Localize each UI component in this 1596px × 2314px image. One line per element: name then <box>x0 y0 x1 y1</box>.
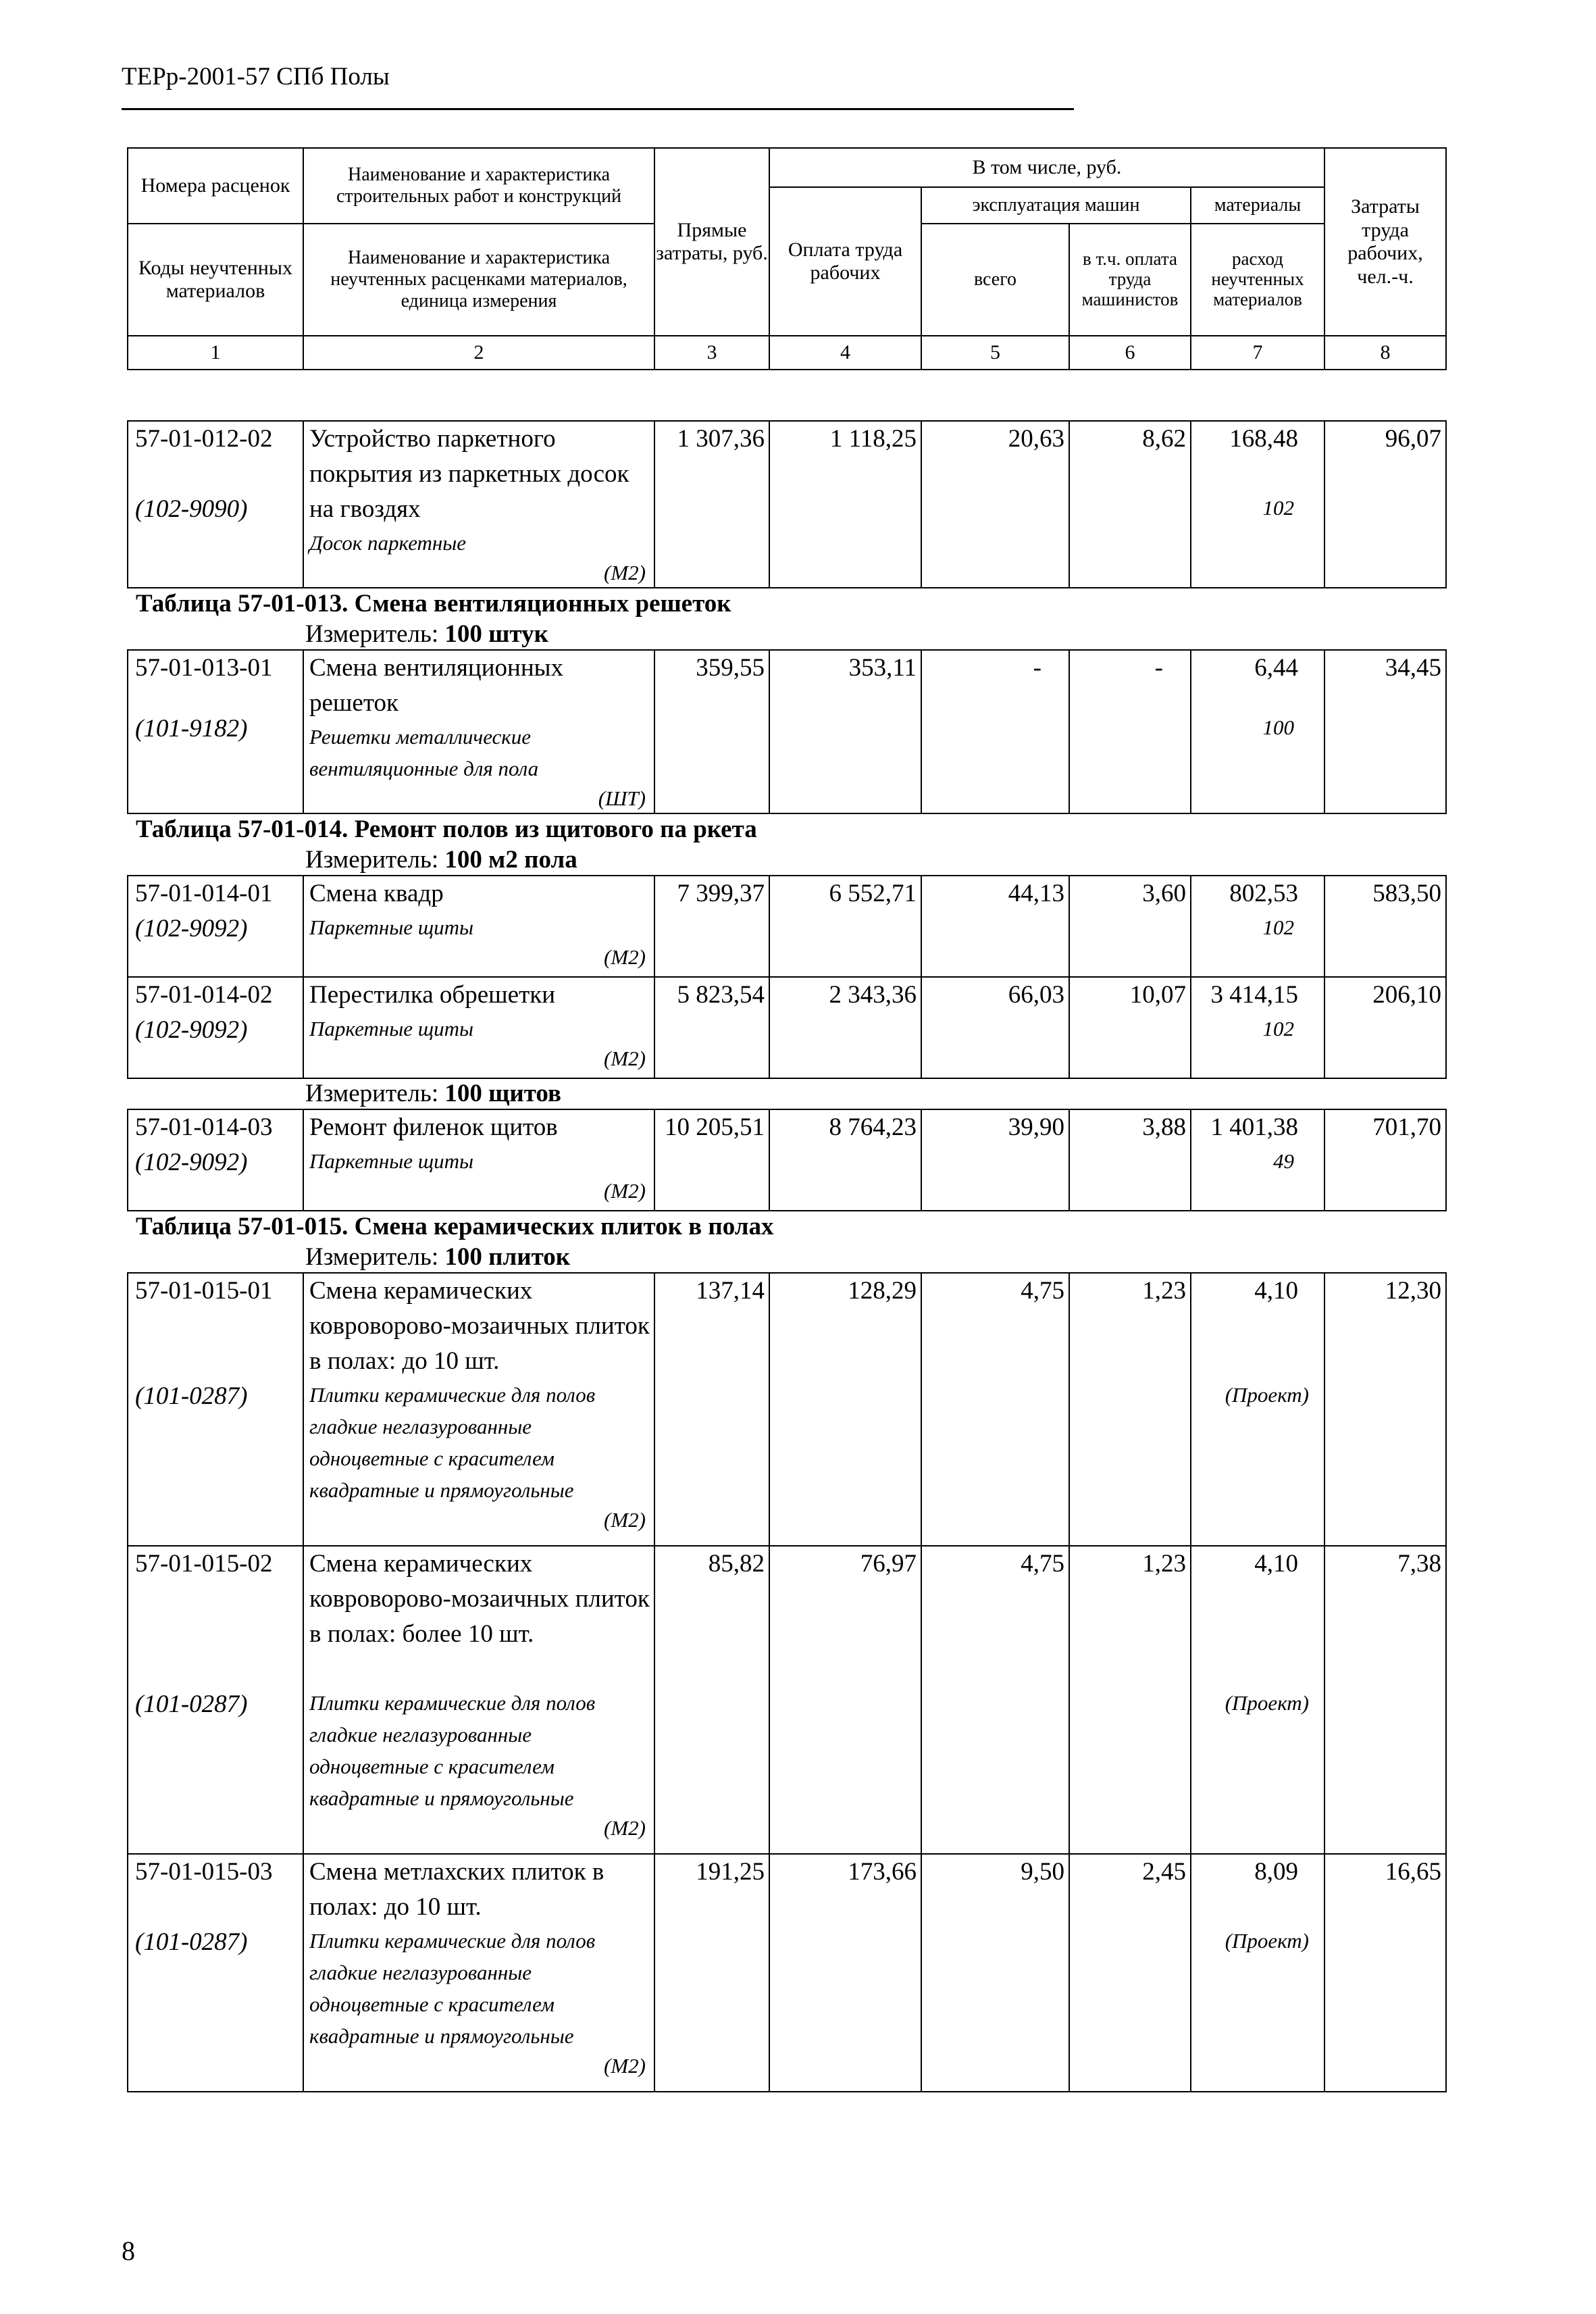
work-name: Смена метлахских плиток в полах: до 10 шт. <box>309 1858 604 1921</box>
materials-cost: 8,09 <box>1254 1858 1298 1886</box>
materials-cost: 168,48 <box>1229 425 1298 453</box>
unit: (М2) <box>604 561 646 584</box>
material-name: Решетки металлические вентиляционные для пола <box>309 725 539 780</box>
measurer-row <box>128 1242 1446 1273</box>
machinist-pay: 3,88 <box>1069 1109 1191 1211</box>
material-code: (102-9092) <box>135 1149 248 1176</box>
rate-code-cell <box>128 1273 303 1546</box>
materials-cost: 4,10 <box>1254 1550 1298 1578</box>
direct-costs: 359,55 <box>654 650 769 813</box>
column-number-3: 3 <box>654 336 769 370</box>
rate-code: 57-01-014-01 <box>135 880 273 907</box>
machines-total: 44,13 <box>921 876 1069 977</box>
labor-pay: 8 764,23 <box>769 1109 921 1211</box>
machinist-pay: 1,23 <box>1069 1273 1191 1546</box>
machines-total: - <box>921 650 1069 813</box>
column-number-1: 1 <box>128 336 303 370</box>
labor-pay: 1 118,25 <box>769 421 921 588</box>
material-quantity: 49 <box>1273 1149 1294 1173</box>
materials-cell <box>1191 1109 1324 1211</box>
material-name: Паркетные щиты <box>309 1149 474 1173</box>
materials-cell <box>1191 1854 1324 2092</box>
material-quantity: 102 <box>1262 915 1294 939</box>
rate-code-cell <box>128 1109 303 1211</box>
labor-hours: 34,45 <box>1324 650 1446 813</box>
rate-code-cell <box>128 421 303 588</box>
machines-total: 20,63 <box>921 421 1069 588</box>
measurer <box>128 1078 1446 1109</box>
machines-total: 4,75 <box>921 1546 1069 1854</box>
rate-code: 57-01-015-03 <box>135 1858 273 1886</box>
direct-costs: 191,25 <box>654 1854 769 2092</box>
column-number-8: 8 <box>1324 336 1446 370</box>
rate-code: 57-01-012-02 <box>135 425 273 453</box>
material-name: Паркетные щиты <box>309 915 474 939</box>
measurer-label: Измеритель: <box>305 846 439 874</box>
direct-costs: 10 205,51 <box>654 1109 769 1211</box>
header-direct-costs: Прямые затраты, руб. <box>654 148 769 336</box>
work-name: Смена квадр <box>309 880 444 907</box>
table-row <box>128 1109 1446 1211</box>
header-labor-hours: Затраты труда рабочих, чел.-ч. <box>1324 148 1446 336</box>
header-machinist-pay: в т.ч. оплата труда машинистов <box>1069 224 1191 336</box>
unit: (М2) <box>604 945 646 969</box>
header-labor-pay: Оплата труда рабочих <box>769 187 921 336</box>
unit: (М2) <box>604 2054 646 2078</box>
table-title-row <box>128 813 1446 845</box>
machines-total: 66,03 <box>921 977 1069 1078</box>
materials-cell <box>1191 421 1324 588</box>
materials-cell <box>1191 1273 1324 1546</box>
material-code: (101-0287) <box>135 1382 248 1410</box>
header-materials: материалы <box>1191 187 1324 224</box>
description-cell <box>303 876 654 977</box>
measurer-value: 100 щитов <box>444 1080 561 1107</box>
table-title: Таблица 57-01-015. Смена керамических плиток в полах <box>136 1213 774 1240</box>
description-cell <box>303 1273 654 1546</box>
unit: (М2) <box>604 1508 646 1532</box>
material-name: Плитки керамические для полов гладкие неглазурованные одноцветные с красителем квадратные и прямоугольные <box>309 1691 596 1810</box>
machines-total: 9,50 <box>921 1854 1069 2092</box>
material-quantity: (Проект) <box>1225 1383 1309 1407</box>
material-quantity: 100 <box>1262 715 1294 739</box>
material-code: (101-0287) <box>135 1690 248 1718</box>
labor-pay: 2 343,36 <box>769 977 921 1078</box>
rate-code: 57-01-014-02 <box>135 981 273 1009</box>
rate-code-cell <box>128 876 303 977</box>
measurer-label: Измеритель: <box>305 1080 439 1107</box>
material-name: Досок паркетные <box>309 531 467 555</box>
unit: (М2) <box>604 1179 646 1203</box>
machines-total: 4,75 <box>921 1273 1069 1546</box>
measurer-value: 100 м2 пола <box>444 846 577 874</box>
table-title-row <box>128 1211 1446 1242</box>
material-code: (102-9090) <box>135 495 248 523</box>
materials-cost: 4,10 <box>1254 1277 1298 1305</box>
direct-costs: 5 823,54 <box>654 977 769 1078</box>
column-number-2: 2 <box>303 336 654 370</box>
labor-hours: 701,70 <box>1324 1109 1446 1211</box>
labor-hours: 7,38 <box>1324 1546 1446 1854</box>
description-cell <box>303 1109 654 1211</box>
material-code: (101-9182) <box>135 715 248 743</box>
unit: (М2) <box>604 1047 646 1070</box>
labor-pay: 128,29 <box>769 1273 921 1546</box>
page-number: 8 <box>122 2236 135 2266</box>
materials-cell <box>1191 650 1324 813</box>
work-name: Перестилка обрешетки <box>309 981 556 1009</box>
machinist-pay: 3,60 <box>1069 876 1191 977</box>
machinist-pay: 10,07 <box>1069 977 1191 1078</box>
table-header <box>127 147 1447 370</box>
unit: (ШТ) <box>598 786 646 810</box>
rate-code-cell <box>128 650 303 813</box>
column-number-7: 7 <box>1191 336 1324 370</box>
header-rule <box>122 108 1074 110</box>
rate-code: 57-01-013-01 <box>135 654 273 682</box>
labor-pay: 353,11 <box>769 650 921 813</box>
rate-code: 57-01-015-01 <box>135 1277 273 1305</box>
rate-code: 57-01-015-02 <box>135 1550 273 1578</box>
materials-cost: 3 414,15 <box>1210 981 1298 1009</box>
measurer <box>128 620 1446 650</box>
table-title-row <box>128 588 1446 620</box>
rate-code: 57-01-014-03 <box>135 1113 273 1141</box>
materials-cost: 1 401,38 <box>1210 1113 1298 1141</box>
direct-costs: 7 399,37 <box>654 876 769 977</box>
machines-total: 39,90 <box>921 1109 1069 1211</box>
work-name: Устройство паркетного покрытия из паркетных досок на гвоздях <box>309 425 629 523</box>
table-row <box>128 1273 1446 1546</box>
material-name: Паркетные щиты <box>309 1017 474 1040</box>
material-code: (102-9092) <box>135 915 248 942</box>
header-material-usage: расход неучтенных материалов <box>1191 224 1324 336</box>
materials-cost: 802,53 <box>1229 880 1298 907</box>
table-title: Таблица 57-01-014. Ремонт полов из щитового па ркета <box>136 815 757 843</box>
measurer-value: 100 плиток <box>444 1243 571 1271</box>
measurer-label: Измеритель: <box>305 620 439 648</box>
labor-hours: 96,07 <box>1324 421 1446 588</box>
unit: (М2) <box>604 1816 646 1840</box>
measurer <box>128 1242 1446 1273</box>
header-material-codes: Коды неучтенных материалов <box>128 224 303 336</box>
rates-table <box>127 420 1447 2092</box>
work-name: Смена вентиляционных решеток <box>309 654 563 717</box>
materials-cost: 6,44 <box>1254 654 1298 682</box>
work-name: Смена керамических ковроворово-мозаичных плиток в полах: до 10 шт. <box>309 1277 650 1375</box>
measurer-label: Измеритель: <box>305 1243 439 1271</box>
column-number-4: 4 <box>769 336 921 370</box>
table-row <box>128 1546 1446 1854</box>
material-name: Плитки керамические для полов гладкие неглазурованные одноцветные с красителем квадратные и прямоугольные <box>309 1383 596 1502</box>
direct-costs: 1 307,36 <box>654 421 769 588</box>
labor-pay: 76,97 <box>769 1546 921 1854</box>
description-cell <box>303 977 654 1078</box>
header-rates: Номера расценок <box>128 148 303 224</box>
description-cell <box>303 1546 654 1854</box>
table-row <box>128 650 1446 813</box>
rate-code-cell <box>128 1854 303 2092</box>
measurer-row <box>128 620 1446 650</box>
material-quantity: 102 <box>1262 1017 1294 1040</box>
measurer-row <box>128 1078 1446 1109</box>
header-work-name: Наименование и характеристика строительных работ и конструкций <box>303 148 654 224</box>
description-cell <box>303 1854 654 2092</box>
labor-pay: 6 552,71 <box>769 876 921 977</box>
table-row <box>128 421 1446 588</box>
description-cell <box>303 650 654 813</box>
machinist-pay: 1,23 <box>1069 1546 1191 1854</box>
materials-cell <box>1191 1546 1324 1854</box>
material-quantity: 102 <box>1262 496 1294 520</box>
direct-costs: 85,82 <box>654 1546 769 1854</box>
column-number-6: 6 <box>1069 336 1191 370</box>
rate-code-cell <box>128 977 303 1078</box>
machinist-pay: - <box>1069 650 1191 813</box>
materials-cell <box>1191 977 1324 1078</box>
work-name: Смена керамических ковроворово-мозаичных плиток в полах: более 10 шт. <box>309 1550 650 1648</box>
header-including: В том числе, руб. <box>769 148 1324 187</box>
measurer <box>128 845 1446 876</box>
work-name: Ремонт филенок щитов <box>309 1113 558 1141</box>
labor-pay: 173,66 <box>769 1854 921 2092</box>
header-machines: эксплуатация машин <box>921 187 1191 224</box>
machinist-pay: 2,45 <box>1069 1854 1191 2092</box>
description-cell <box>303 421 654 588</box>
material-code: (101-0287) <box>135 1928 248 1956</box>
header-machines-total: всего <box>921 224 1069 336</box>
measurer-value: 100 штук <box>444 620 548 648</box>
table-row <box>128 977 1446 1078</box>
direct-costs: 137,14 <box>654 1273 769 1546</box>
machinist-pay: 8,62 <box>1069 421 1191 588</box>
labor-hours: 583,50 <box>1324 876 1446 977</box>
materials-cell <box>1191 876 1324 977</box>
labor-hours: 16,65 <box>1324 1854 1446 2092</box>
labor-hours: 12,30 <box>1324 1273 1446 1546</box>
labor-hours: 206,10 <box>1324 977 1446 1078</box>
table-title: Таблица 57-01-013. Смена вентиляционных решеток <box>136 590 731 618</box>
material-name: Плитки керамические для полов гладкие неглазурованные одноцветные с красителем квадратные и прямоугольные <box>309 1929 596 2048</box>
table-row <box>128 876 1446 977</box>
material-quantity: (Проект) <box>1225 1929 1309 1953</box>
page-header: ТЕРр-2001-57 СПб Полы <box>122 63 390 91</box>
rate-code-cell <box>128 1546 303 1854</box>
header-material-names: Наименование и характеристика неучтенных расценками материалов, единица измерения <box>303 224 654 336</box>
table-row <box>128 1854 1446 2092</box>
material-code: (102-9092) <box>135 1016 248 1044</box>
measurer-row <box>128 845 1446 876</box>
material-quantity: (Проект) <box>1225 1691 1309 1715</box>
column-number-5: 5 <box>921 336 1069 370</box>
